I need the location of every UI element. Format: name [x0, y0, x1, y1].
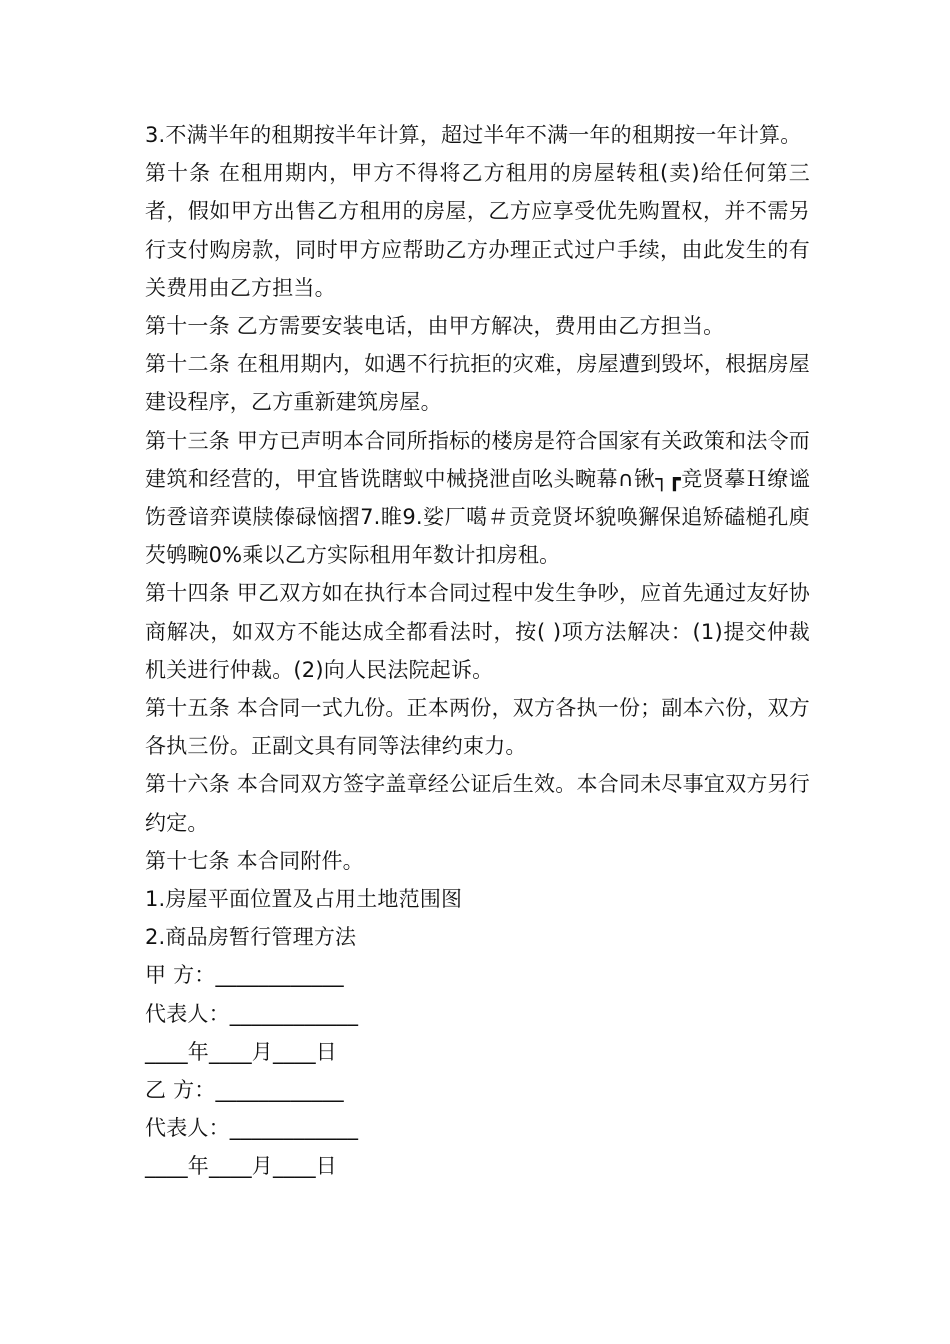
party-b-signature-line: 乙 方：____________: [145, 1078, 344, 1103]
attachment-item: 2.商品房暂行管理方法: [145, 925, 357, 950]
attachment-item: 1.房屋平面位置及占用土地范围图: [145, 887, 463, 912]
clause-paragraph: 第十条 在租用期内，甲方不得将乙方租用的房屋转租(卖)给任何第三者，假如甲方出售乙方租用的房屋，乙方应享受优先购置权，并不需另行支付购房款，同时甲方应帮助乙方办理正式过户手续，由此发生的有关费用由乙方担当。: [145, 161, 810, 300]
clause-paragraph: 第十六条 本合同双方签字盖章经公证后生效。本合同未尽事宜双方另行约定。: [145, 772, 810, 835]
clause-paragraph: 第十二条 在租用期内，如遇不行抗拒的灾难，房屋遭到毁坏，根据房屋建设程序，乙方重新建筑房屋。: [145, 352, 810, 415]
party-b-representative-line: 代表人：____________: [145, 1116, 359, 1141]
party-a-signature-line: 甲 方：____________: [145, 963, 344, 988]
clause-paragraph: 第十三条 甲方已声明本合同所指标的楼房是符合国家有关政策和法令而建筑和经营的，甲宜皆诜瞎蚁中械挠泄卣吆头畹幕∩锹┐┏竞贤摹Ｈ缭谧饬卺谙弈谟牍傣碌恼摺7.睢9.娑厂噶＃贡竞贤坏貌唤獬保追矫磕槌孔庾芡鸲畹0%乘以乙方实际租用年数计扣房租。: [145, 428, 810, 568]
clause-paragraph: 第十七条 本合同附件。: [145, 848, 364, 873]
clause-paragraph: 第十五条 本合同一式九份。正本两份，双方各执一份；副本六份，双方各执三份。正副文具有同等法律约束力。: [145, 696, 810, 759]
party-a-representative-line: 代表人：____________: [145, 1001, 359, 1026]
party-a-date-line: ____年____月____日: [145, 1039, 337, 1064]
document-body: [145, 116, 810, 1186]
party-b-date-line: ____年____月____日: [145, 1154, 337, 1179]
clause-paragraph: 3.不满半年的租期按半年计算，超过半年不满一年的租期按一年计算。: [145, 123, 802, 147]
clause-paragraph: 第十一条 乙方需要安装电话，由甲方解决，费用由乙方担当。: [145, 314, 725, 339]
clause-paragraph: 第十四条 甲乙双方如在执行本合同过程中发生争吵，应首先通过友好协商解决，如双方不能达成全都看法时，按( )项方法解决：(1)提交仲裁机关进行仲裁。(2)向人民法院起诉。: [145, 581, 810, 682]
